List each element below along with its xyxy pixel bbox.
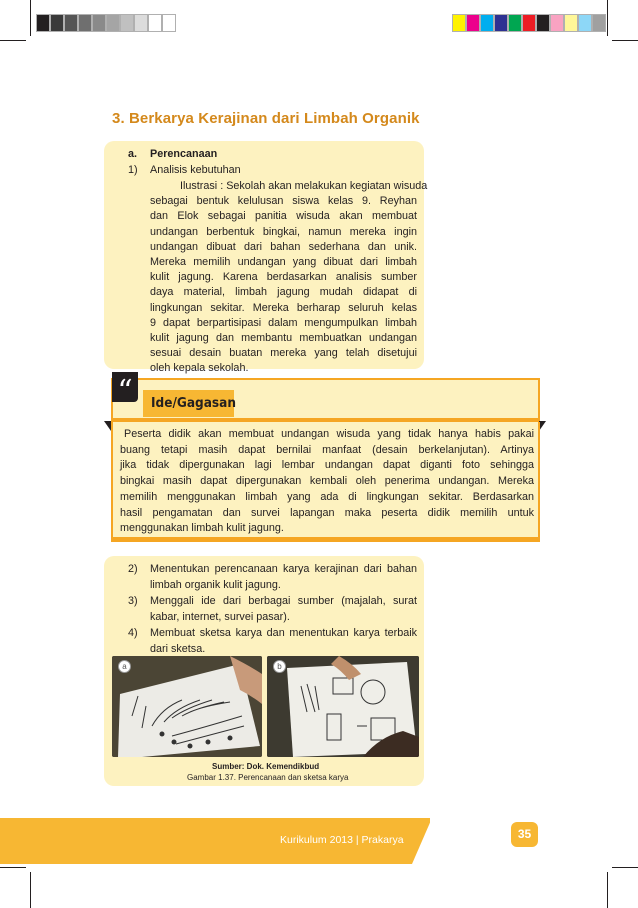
process-swatch <box>550 14 564 32</box>
planning-heading-marker: a. <box>128 148 138 160</box>
idea-line: hasil pengamatan dan survei lapangan maka peserta didik memilih untuk <box>120 506 534 519</box>
step-line: limbah organik kulit jagung. <box>150 579 281 591</box>
illustration-line: kulit jagung dan membantu membuatkan undangan <box>150 332 417 344</box>
illustration-line: sebagai bentuk kelulusan siswa kelas 9. Reyhan <box>150 195 417 208</box>
step-marker: 3) <box>128 595 138 607</box>
process-swatch <box>466 14 480 32</box>
gray-swatch <box>106 14 120 32</box>
gray-swatch <box>78 14 92 32</box>
divider <box>111 537 540 542</box>
step-line: Membuat sketsa karya dan menentukan karya terbaik <box>150 627 417 639</box>
illustration-line: kulit jagung. Karena berdasarkan analisis sumber <box>150 271 417 284</box>
idea-line: buang tetapi masih dapat bernilai manfaat (desain berkelanjutan). Artinya <box>120 443 534 456</box>
crop-mark <box>607 0 608 36</box>
gray-swatch <box>120 14 134 32</box>
photo-badge-b: b <box>273 660 286 673</box>
step-line: Menggali ide dari berbagai sumber (majalah, surat <box>150 595 417 607</box>
idea-line: bingkai masih dapat dipergunakan kembali oleh penerima undangan. Mereka <box>120 475 534 488</box>
gray-swatch <box>162 14 176 32</box>
process-swatch <box>480 14 494 32</box>
process-color-bar <box>452 14 606 32</box>
process-swatch <box>592 14 606 32</box>
crop-mark <box>0 40 26 41</box>
step-line: kabar, internet, survei pasar). <box>150 611 290 623</box>
process-swatch <box>564 14 578 32</box>
process-swatch <box>578 14 592 32</box>
photo-badge-a: a <box>118 660 131 673</box>
gray-swatch <box>92 14 106 32</box>
section-title: 3. Berkarya Kerajinan dari Limbah Organik <box>112 110 420 127</box>
photo-sketch-design <box>267 656 419 757</box>
photo-sketch-list <box>112 656 262 757</box>
process-swatch <box>522 14 536 32</box>
step-marker: 4) <box>128 627 138 639</box>
illustration-line: undangan dibuat dari bahan sederhana dan unik. <box>150 240 417 253</box>
idea-line: jika tidak dipergunakan lagi lembar undangan dapat diganti foto sehingga <box>120 459 534 472</box>
process-swatch <box>536 14 550 32</box>
crop-mark <box>612 40 638 41</box>
step-marker: 2) <box>128 563 138 575</box>
illustration-line: Ilustrasi : Sekolah akan melakukan kegiatan wisuda <box>180 180 428 192</box>
process-swatch <box>508 14 522 32</box>
illustration-line: Mereka memilih undangan yang dibuat dari limbah <box>150 256 417 268</box>
sketch-list-photo-icon <box>112 656 262 757</box>
gray-swatch <box>36 14 50 32</box>
corner-triangle-icon <box>539 421 546 431</box>
illustration-line: sesuai desain buatan mereka yang telah disetujui <box>150 347 417 360</box>
crop-mark <box>0 867 26 868</box>
figure-source: Sumber: Dok. Kemendikbud <box>212 762 320 771</box>
illustration-line: daya material, limbah jagung mudah didapat di <box>150 286 417 299</box>
crop-mark <box>30 872 31 908</box>
process-swatch <box>452 14 466 32</box>
illustration-line: 9 dapat berpartisipasi dalam mengumpulkan limbah <box>150 316 417 329</box>
process-swatch <box>494 14 508 32</box>
gray-swatch <box>64 14 78 32</box>
crop-mark <box>607 872 608 908</box>
step-line: dari sketsa. <box>150 643 206 655</box>
idea-line: menggunakan limbah kulit jagung. <box>120 522 284 535</box>
item-marker: 1) <box>128 164 138 176</box>
sketch-design-photo-icon <box>267 656 419 757</box>
corner-triangle-icon <box>104 421 111 431</box>
idea-line: Peserta didik akan membuat undangan wisuda yang tidak hanya habis pakai <box>124 428 534 440</box>
crop-mark <box>612 867 638 868</box>
illustration-line: undangan berbentuk bingkai, namun mereka ingin <box>150 225 417 238</box>
step-line: Menentukan perencanaan karya kerajinan dari bahan <box>150 563 417 575</box>
analysis-heading: Analisis kebutuhan <box>150 164 241 176</box>
planning-heading: Perencanaan <box>150 148 218 160</box>
illustration-line: dan Elok sebagai panitia wisuda akan membuat <box>150 210 417 223</box>
page-number: 35 <box>511 822 538 847</box>
gray-swatch <box>134 14 148 32</box>
idea-label: Ide/Gagasan <box>143 390 234 417</box>
illustration-line: lingkungan sekitar. Mereka berharap seluruh kelas <box>150 301 417 314</box>
idea-line: memilih menggunakan limbah yang ada di lingkungan sekitar. Berdasarkan <box>120 490 534 503</box>
grayscale-color-bar <box>36 14 176 32</box>
illustration-line: oleh kepala sekolah. <box>150 362 249 375</box>
footer-text: Kurikulum 2013 | Prakarya <box>280 834 404 846</box>
gray-swatch <box>148 14 162 32</box>
footer-bar-edge <box>412 818 432 864</box>
gray-swatch <box>50 14 64 32</box>
figure-caption: Gambar 1.37. Perencanaan dan sketsa karya <box>187 773 349 782</box>
crop-mark <box>30 0 31 36</box>
quote-mark-icon: “ <box>112 372 138 402</box>
